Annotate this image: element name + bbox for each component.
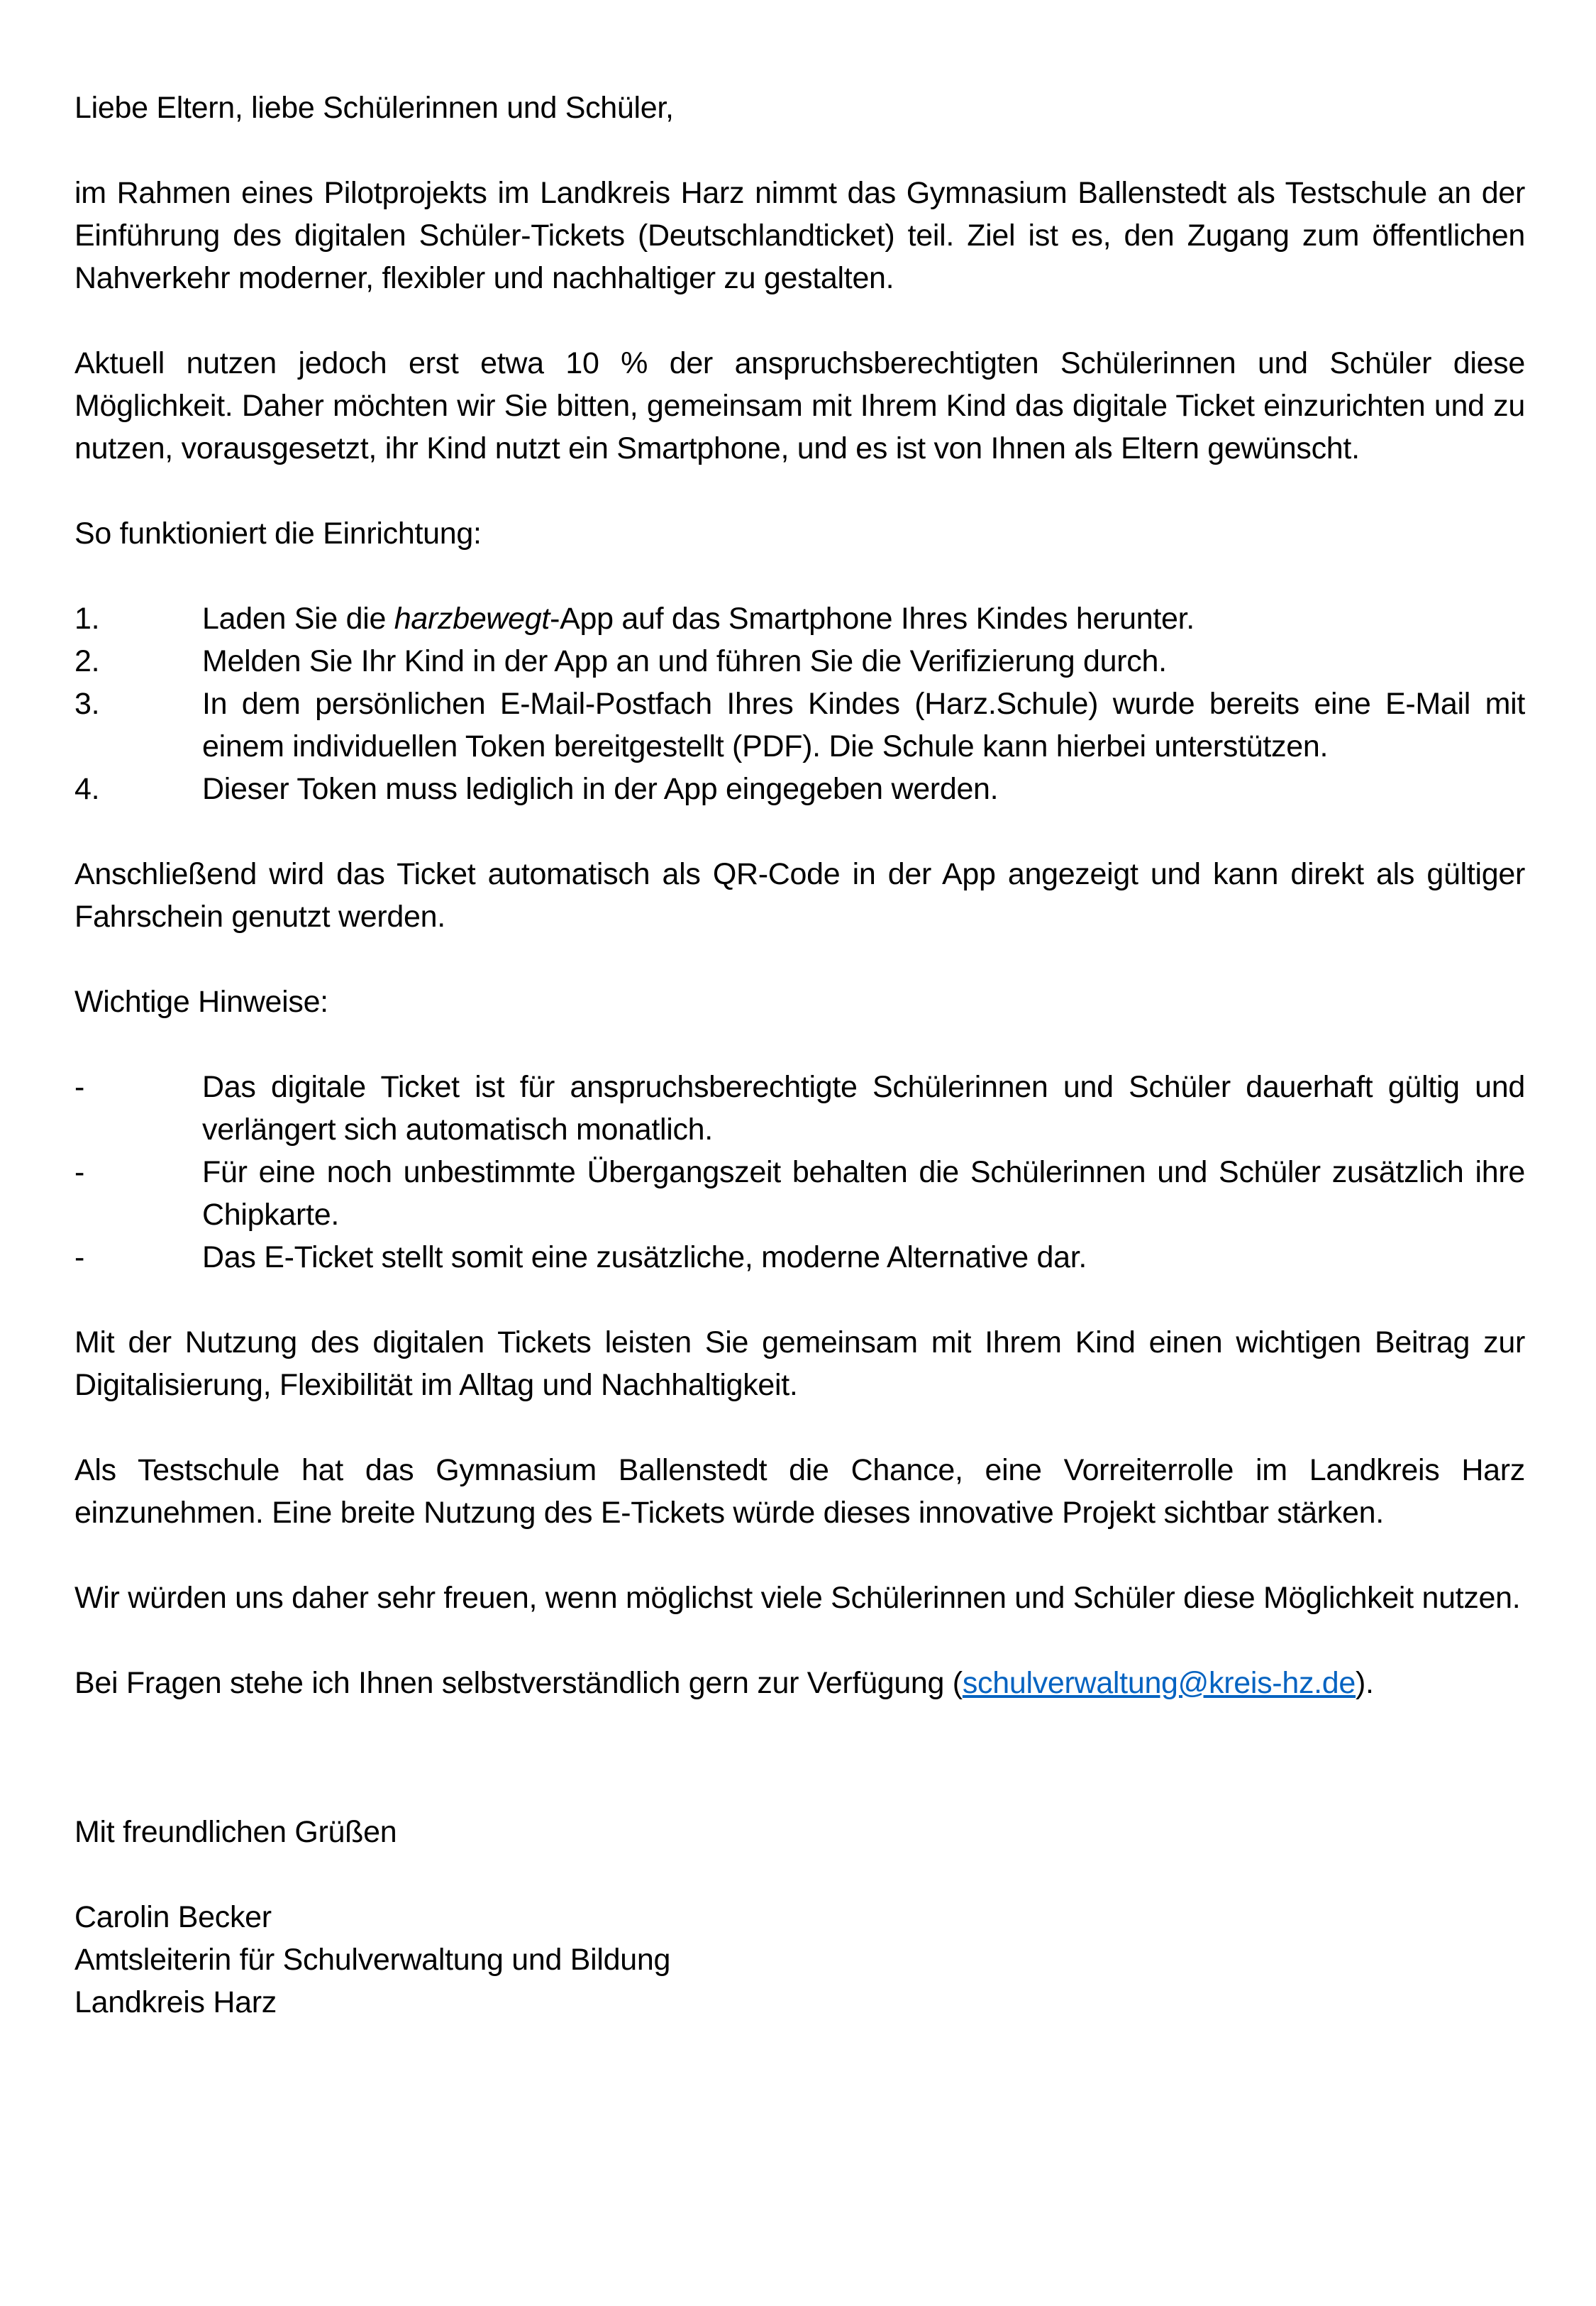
hint-item-1	[74, 1066, 1525, 1151]
dash-bullet: -	[74, 1240, 85, 1274]
paragraph-appeal: Wir würden uns daher sehr freuen, wenn möglichst viele Schülerinnen und Schüler diese Möglichkeit nutzen.	[74, 1581, 1521, 1615]
paragraph-contact	[74, 1662, 1525, 1704]
hints-list	[74, 1066, 1525, 1279]
closing: Mit freundlichen Grüßen	[74, 1815, 397, 1849]
step-text: Dieser Token muss lediglich in der App eingegeben werden.	[202, 772, 999, 806]
contact-text-suffix: ).	[1356, 1666, 1374, 1700]
hint-item-3	[74, 1236, 1525, 1279]
setup-steps-list	[74, 597, 1525, 810]
paragraph-pioneer: Als Testschule hat das Gymnasium Ballenstedt die Chance, eine Vorreiterrolle im Landkreis Harz einzunehmen. Eine breite Nutzung des E-Tickets würde dieses innovative Projekt sichtbar stärken.	[74, 1453, 1525, 1530]
step-number: 3.	[74, 687, 100, 721]
paragraph-intro: im Rahmen eines Pilotprojekts im Landkreis Harz nimmt das Gymnasium Ballenstedt als Testschule an der Einführung des digitalen Schüler-Tickets (Deutschlandticket) teil. Ziel ist es, den Zugang zum öffentlichen Nahverkehr moderner, flexibler und nachhaltiger zu gestalten.	[74, 176, 1525, 295]
hint-text: Für eine noch unbestimmte Übergangszeit behalten die Schülerinnen und Schüler zusätzlich ihre Chipkarte.	[202, 1155, 1525, 1232]
signature-name: Carolin Becker	[74, 1900, 272, 1934]
signature-block	[74, 1896, 1525, 2024]
setup-step-3	[74, 683, 1525, 768]
hint-text: Das digitale Ticket ist für anspruchsberechtigte Schülerinnen und Schüler dauerhaft gültig und verlängert sich automatisch monatlich.	[202, 1070, 1525, 1147]
signature-role: Amtsleiterin für Schulverwaltung und Bildung	[74, 1943, 671, 1977]
paragraph-qr-code: Anschließend wird das Ticket automatisch als QR-Code in der App angezeigt und kann direkt als gültiger Fahrschein genutzt werden.	[74, 857, 1525, 934]
step-number: 4.	[74, 772, 100, 806]
setup-step-2	[74, 640, 1525, 683]
hints-heading: Wichtige Hinweise:	[74, 985, 328, 1019]
paragraph-usage: Aktuell nutzen jedoch erst etwa 10 % der anspruchsberechtigten Schülerinnen und Schüler diese Möglichkeit. Daher möchten wir Sie bitten, gemeinsam mit Ihrem Kind das digitale Ticket einzurichten und zu nutzen, vorausgesetzt, ihr Kind nutzt ein Smartphone, und es ist von Ihnen als Eltern gewünscht.	[74, 346, 1525, 465]
setup-step-1	[74, 597, 1525, 640]
signature-org: Landkreis Harz	[74, 1985, 277, 2019]
hint-text: Das E-Ticket stellt somit eine zusätzliche, moderne Alternative dar.	[202, 1240, 1087, 1274]
setup-step-4	[74, 768, 1525, 810]
step-text-suffix: -App auf das Smartphone Ihres Kindes herunter.	[550, 602, 1195, 636]
paragraph-contribution: Mit der Nutzung des digitalen Tickets leisten Sie gemeinsam mit Ihrem Kind einen wichtigen Beitrag zur Digitalisierung, Flexibilität im Alltag und Nachhaltigkeit.	[74, 1325, 1525, 1402]
setup-heading: So funktioniert die Einrichtung:	[74, 517, 482, 551]
greeting: Liebe Eltern, liebe Schülerinnen und Schüler,	[74, 91, 674, 125]
hint-item-2	[74, 1151, 1525, 1236]
step-text: Melden Sie Ihr Kind in der App an und führen Sie die Verifizierung durch.	[202, 644, 1167, 678]
contact-text-prefix: Bei Fragen stehe ich Ihnen selbstverständlich gern zur Verfügung (	[74, 1666, 963, 1700]
step-number: 1.	[74, 602, 100, 636]
step-text	[202, 597, 1525, 640]
step-text: In dem persönlichen E-Mail-Postfach Ihres Kindes (Harz.Schule) wurde bereits eine E-Mail mit einem individuellen Token bereitgestellt (PDF). Die Schule kann hierbei unterstützen.	[202, 687, 1525, 763]
step-text-prefix: Laden Sie die	[202, 602, 394, 636]
dash-bullet: -	[74, 1070, 85, 1104]
dash-bullet: -	[74, 1155, 85, 1189]
step-number: 2.	[74, 644, 100, 678]
email-link[interactable]: schulverwaltung@kreis-hz.de	[962, 1666, 1356, 1700]
app-name-italic: harzbewegt	[394, 602, 550, 636]
